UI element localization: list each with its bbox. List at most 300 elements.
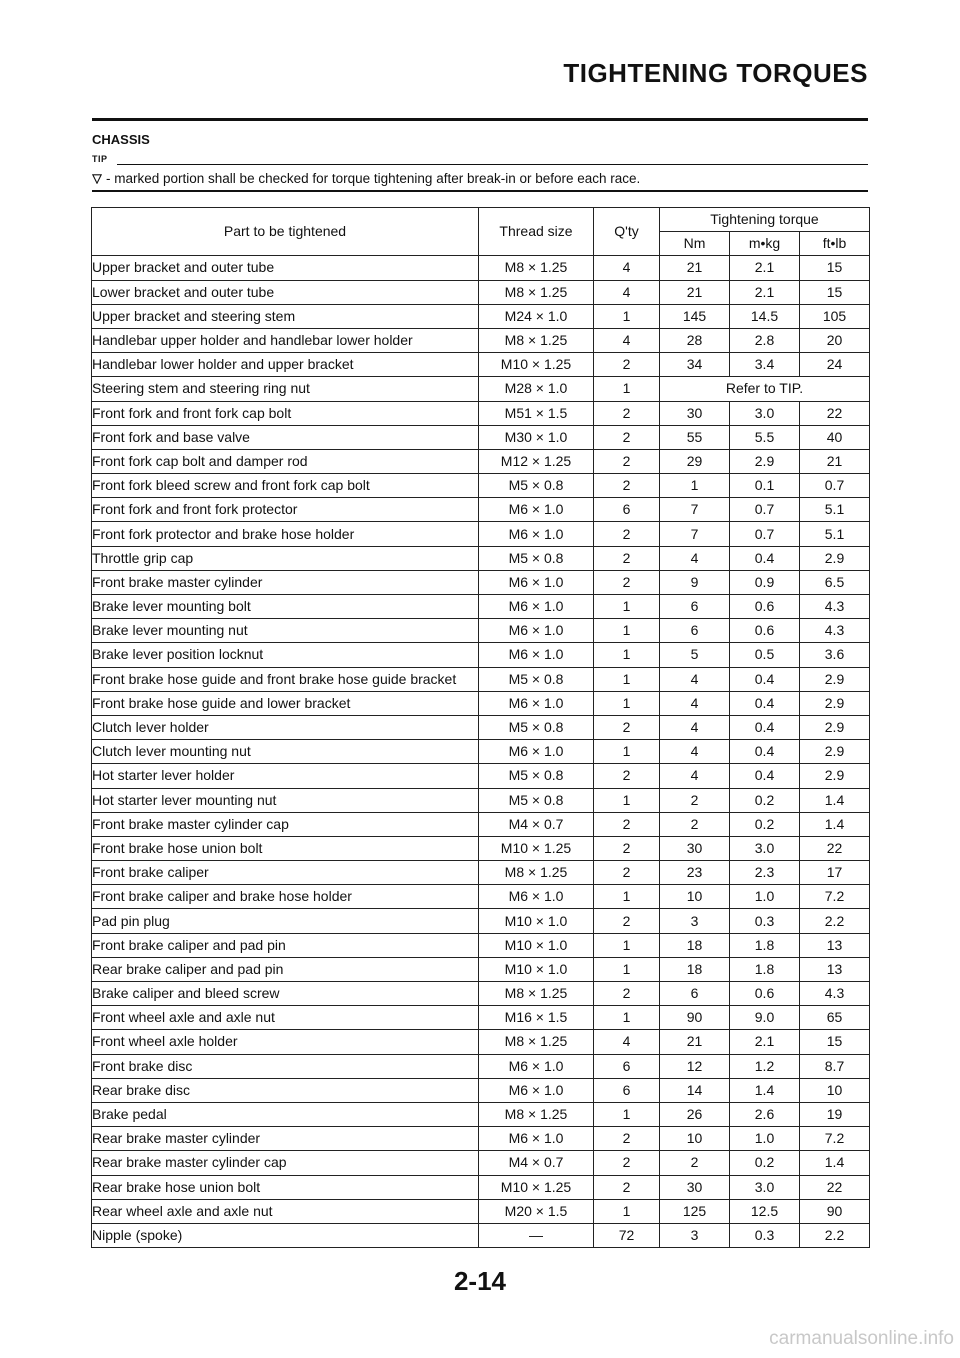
cell-ftlb: 8.7	[800, 1054, 870, 1078]
cell-part	[92, 256, 479, 280]
cell-ftlb: 4.3	[800, 595, 870, 619]
cell-part	[92, 691, 479, 715]
header-nm: Nm	[660, 232, 730, 256]
part-name: Rear wheel axle and axle nut	[92, 1202, 273, 1219]
cell-qty: 1	[594, 595, 660, 619]
cell-ftlb: 0.7	[800, 474, 870, 498]
header-qty: Q'ty	[594, 208, 660, 256]
table-row	[92, 1127, 870, 1151]
cell-nm: 145	[660, 304, 730, 328]
cell-qty: 1	[594, 619, 660, 643]
part-name: Clutch lever holder	[92, 719, 209, 736]
cell-thread-size: M6 × 1.0	[479, 885, 594, 909]
cell-part	[92, 1030, 479, 1054]
cell-qty: 2	[594, 982, 660, 1006]
cell-part	[92, 1175, 479, 1199]
cell-nm: 4	[660, 546, 730, 570]
cell-part	[92, 788, 479, 812]
cell-part	[92, 643, 479, 667]
cell-mkg: 0.9	[730, 570, 800, 594]
cell-mkg: 3.0	[730, 401, 800, 425]
cell-thread-size: M8 × 1.25	[479, 328, 594, 352]
cell-thread-size: M12 × 1.25	[479, 449, 594, 473]
cell-qty: 72	[594, 1223, 660, 1247]
cell-qty: 2	[594, 353, 660, 377]
cell-nm: 5	[660, 643, 730, 667]
cell-part	[92, 1102, 479, 1126]
cell-qty: 4	[594, 256, 660, 280]
cell-qty: 2	[594, 909, 660, 933]
cell-ftlb: 6.5	[800, 570, 870, 594]
cell-thread-size: M20 × 1.5	[479, 1199, 594, 1223]
torque-table	[91, 207, 870, 1248]
table-row	[92, 570, 870, 594]
cell-mkg: 0.2	[730, 1151, 800, 1175]
part-name: Front brake disc	[92, 1057, 193, 1074]
cell-ftlb: 24	[800, 353, 870, 377]
cell-thread-size: M24 × 1.0	[479, 304, 594, 328]
cell-mkg: 2.1	[730, 256, 800, 280]
cell-nm: 18	[660, 933, 730, 957]
cell-qty: 2	[594, 1127, 660, 1151]
part-name: Front brake caliper and brake hose holder	[92, 888, 352, 905]
cell-part	[92, 498, 479, 522]
part-name: Brake lever position locknut	[92, 646, 264, 663]
part-name: Lower bracket and outer tube	[92, 283, 275, 300]
cell-nm: 6	[660, 595, 730, 619]
cell-qty: 1	[594, 933, 660, 957]
cell-ftlb: 2.9	[800, 764, 870, 788]
table-row	[92, 619, 870, 643]
tip-divider-bottom	[92, 190, 868, 192]
cell-mkg: 0.6	[730, 619, 800, 643]
cell-nm: 23	[660, 861, 730, 885]
cell-mkg: 0.6	[730, 595, 800, 619]
part-name: Brake lever mounting bolt	[92, 598, 251, 615]
cell-thread-size: M6 × 1.0	[479, 522, 594, 546]
table-row	[92, 328, 870, 352]
cell-mkg: 3.0	[730, 1175, 800, 1199]
cell-thread-size: M16 × 1.5	[479, 1006, 594, 1030]
table-row	[92, 474, 870, 498]
cell-mkg: 3.0	[730, 836, 800, 860]
cell-nm: 2	[660, 788, 730, 812]
cell-nm: 21	[660, 256, 730, 280]
cell-qty: 2	[594, 425, 660, 449]
cell-ftlb: 4.3	[800, 982, 870, 1006]
cell-qty: 6	[594, 1054, 660, 1078]
part-name: Pad pin plug	[92, 912, 170, 929]
cell-thread-size: M6 × 1.0	[479, 643, 594, 667]
cell-nm: 28	[660, 328, 730, 352]
cell-thread-size: M8 × 1.25	[479, 1030, 594, 1054]
cell-nm: 18	[660, 957, 730, 981]
cell-nm: 30	[660, 1175, 730, 1199]
cell-ftlb: 7.2	[800, 1127, 870, 1151]
cell-thread-size: M6 × 1.0	[479, 570, 594, 594]
cell-qty: 2	[594, 474, 660, 498]
cell-part	[92, 812, 479, 836]
cell-thread-size: M8 × 1.25	[479, 256, 594, 280]
part-name: Steering stem and steering ring nut	[92, 380, 310, 397]
cell-nm: 4	[660, 740, 730, 764]
cell-thread-size: M6 × 1.0	[479, 740, 594, 764]
cell-ftlb: 10	[800, 1078, 870, 1102]
cell-part	[92, 474, 479, 498]
cell-nm: 34	[660, 353, 730, 377]
cell-ftlb: 3.6	[800, 643, 870, 667]
cell-thread-size: M5 × 0.8	[479, 788, 594, 812]
cell-part	[92, 570, 479, 594]
table-row	[92, 522, 870, 546]
cell-nm: 14	[660, 1078, 730, 1102]
cell-mkg: 0.7	[730, 522, 800, 546]
cell-nm: 26	[660, 1102, 730, 1126]
cell-qty: 1	[594, 691, 660, 715]
cell-nm: 3	[660, 909, 730, 933]
cell-ftlb: 105	[800, 304, 870, 328]
cell-ftlb: 22	[800, 401, 870, 425]
cell-part	[92, 353, 479, 377]
table-row	[92, 957, 870, 981]
table-row	[92, 861, 870, 885]
cell-qty: 2	[594, 1175, 660, 1199]
cell-part	[92, 328, 479, 352]
part-name: Brake caliper and bleed screw	[92, 985, 280, 1002]
part-name: Front fork and front fork cap bolt	[92, 404, 292, 421]
cell-part	[92, 1151, 479, 1175]
cell-ftlb: 15	[800, 280, 870, 304]
table-row	[92, 1078, 870, 1102]
part-name: Upper bracket and outer tube	[92, 259, 275, 276]
table-row	[92, 1054, 870, 1078]
cell-thread-size: M6 × 1.0	[479, 691, 594, 715]
cell-thread-size: —	[479, 1223, 594, 1247]
cell-ftlb: 7.2	[800, 885, 870, 909]
cell-part	[92, 280, 479, 304]
section-title: CHASSIS	[92, 132, 150, 147]
part-name: Rear brake caliper and pad pin	[92, 960, 284, 977]
cell-mkg: 5.5	[730, 425, 800, 449]
cell-qty: 1	[594, 1006, 660, 1030]
cell-part	[92, 449, 479, 473]
table-row	[92, 715, 870, 739]
part-name: Front brake hose guide and front brake hose guide bracket	[92, 670, 457, 687]
cell-nm: 125	[660, 1199, 730, 1223]
cell-part	[92, 1054, 479, 1078]
table-row	[92, 498, 870, 522]
part-name: Front brake caliper	[92, 864, 209, 881]
cell-thread-size: M10 × 1.25	[479, 1175, 594, 1199]
cell-part	[92, 1078, 479, 1102]
cell-qty: 2	[594, 861, 660, 885]
cell-part	[92, 1223, 479, 1247]
cell-qty: 1	[594, 304, 660, 328]
cell-part	[92, 667, 479, 691]
cell-thread-size: M4 × 0.7	[479, 1151, 594, 1175]
cell-part	[92, 861, 479, 885]
cell-ftlb: 19	[800, 1102, 870, 1126]
cell-thread-size: M5 × 0.8	[479, 667, 594, 691]
cell-mkg: 0.7	[730, 498, 800, 522]
cell-ftlb: 40	[800, 425, 870, 449]
cell-qty: 1	[594, 377, 660, 401]
cell-ftlb: 22	[800, 1175, 870, 1199]
cell-mkg: 2.6	[730, 1102, 800, 1126]
cell-ftlb: 2.2	[800, 909, 870, 933]
cell-ftlb: 2.2	[800, 1223, 870, 1247]
cell-thread-size: M5 × 0.8	[479, 715, 594, 739]
table-row	[92, 1102, 870, 1126]
cell-qty: 1	[594, 667, 660, 691]
cell-thread-size: M10 × 1.25	[479, 836, 594, 860]
cell-mkg: 2.1	[730, 280, 800, 304]
cell-thread-size: M6 × 1.0	[479, 1127, 594, 1151]
page-title: TIGHTENING TORQUES	[563, 58, 868, 88]
part-name: Front fork bleed screw and front fork cap bolt	[92, 477, 370, 494]
tip-text: - marked portion shall be checked for torque tightening after break-in or before each race.	[106, 171, 641, 186]
cell-thread-size: M6 × 1.0	[479, 619, 594, 643]
cell-ftlb: 17	[800, 861, 870, 885]
table-row	[92, 256, 870, 280]
cell-thread-size: M30 × 1.0	[479, 425, 594, 449]
cell-part	[92, 304, 479, 328]
cell-qty: 6	[594, 1078, 660, 1102]
cell-ftlb: 5.1	[800, 498, 870, 522]
cell-ftlb: 13	[800, 957, 870, 981]
page-number: 2-14	[453, 1266, 507, 1296]
part-name: Front fork protector and brake hose holder	[92, 525, 355, 542]
cell-mkg: 0.4	[730, 715, 800, 739]
cell-ftlb: 2.9	[800, 667, 870, 691]
cell-mkg: 0.4	[730, 667, 800, 691]
cell-nm: 12	[660, 1054, 730, 1078]
cell-mkg: 1.4	[730, 1078, 800, 1102]
cell-qty: 4	[594, 1030, 660, 1054]
cell-ftlb: 1.4	[800, 812, 870, 836]
part-name: Front fork and front fork protector	[92, 501, 298, 518]
cell-nm: 1	[660, 474, 730, 498]
cell-qty: 4	[594, 328, 660, 352]
cell-part	[92, 764, 479, 788]
part-name: Front brake master cylinder cap	[92, 815, 289, 832]
cell-part	[92, 885, 479, 909]
cell-thread-size: M10 × 1.0	[479, 957, 594, 981]
cell-part	[92, 1127, 479, 1151]
cell-part	[92, 1199, 479, 1223]
part-name: Front brake hose guide and lower bracket	[92, 694, 351, 711]
cell-thread-size: M8 × 1.25	[479, 861, 594, 885]
cell-ftlb: 2.9	[800, 715, 870, 739]
part-name: Front fork cap bolt and damper rod	[92, 452, 308, 469]
cell-part	[92, 982, 479, 1006]
cell-mkg: 0.4	[730, 740, 800, 764]
table-row	[92, 280, 870, 304]
table-row	[92, 1223, 870, 1247]
cell-thread-size: M10 × 1.0	[479, 933, 594, 957]
watermark: carmanualsonline.info	[769, 1328, 954, 1349]
header-thread-size: Thread size	[479, 208, 594, 256]
cell-thread-size: M10 × 1.0	[479, 909, 594, 933]
cell-mkg: 1.8	[730, 933, 800, 957]
part-name: Clutch lever mounting nut	[92, 743, 251, 760]
cell-nm: 90	[660, 1006, 730, 1030]
cell-mkg: 14.5	[730, 304, 800, 328]
cell-nm: 6	[660, 982, 730, 1006]
table-row	[92, 836, 870, 860]
table-row	[92, 885, 870, 909]
title-divider	[92, 118, 868, 121]
cell-qty: 2	[594, 715, 660, 739]
cell-nm: 10	[660, 885, 730, 909]
table-row	[92, 643, 870, 667]
cell-nm: 30	[660, 401, 730, 425]
part-name: Rear brake disc	[92, 1081, 191, 1098]
table-row	[92, 425, 870, 449]
cell-ftlb: 15	[800, 256, 870, 280]
cell-mkg: 1.8	[730, 957, 800, 981]
cell-thread-size: M6 × 1.0	[479, 1078, 594, 1102]
table-row	[92, 1175, 870, 1199]
cell-mkg: 0.2	[730, 812, 800, 836]
part-name: Front wheel axle holder	[92, 1033, 238, 1050]
table-row	[92, 1030, 870, 1054]
cell-part	[92, 522, 479, 546]
triangle-mark-icon	[92, 174, 102, 184]
cell-nm: 4	[660, 715, 730, 739]
cell-ftlb: 1.4	[800, 1151, 870, 1175]
cell-part	[92, 933, 479, 957]
cell-qty: 1	[594, 788, 660, 812]
table-row	[92, 667, 870, 691]
cell-qty: 6	[594, 498, 660, 522]
table-row	[92, 377, 870, 401]
cell-ftlb: 22	[800, 836, 870, 860]
cell-nm: 7	[660, 522, 730, 546]
cell-nm: 29	[660, 449, 730, 473]
cell-mkg: 2.8	[730, 328, 800, 352]
part-name: Nipple (spoke)	[92, 1226, 183, 1243]
table-row	[92, 353, 870, 377]
cell-thread-size: M5 × 0.8	[479, 764, 594, 788]
cell-nm: 21	[660, 280, 730, 304]
cell-thread-size: M6 × 1.0	[479, 595, 594, 619]
cell-ftlb: 90	[800, 1199, 870, 1223]
header-mkg: m•kg	[730, 232, 800, 256]
cell-nm: 9	[660, 570, 730, 594]
cell-mkg: 0.4	[730, 764, 800, 788]
cell-nm: 3	[660, 1223, 730, 1247]
cell-nm: 4	[660, 667, 730, 691]
cell-nm: 4	[660, 691, 730, 715]
cell-qty: 2	[594, 1151, 660, 1175]
cell-mkg: 3.4	[730, 353, 800, 377]
header-part: Part to be tightened	[92, 208, 479, 256]
table-row	[92, 1199, 870, 1223]
part-name: Front brake master cylinder	[92, 573, 263, 590]
cell-ftlb: 13	[800, 933, 870, 957]
cell-qty: 1	[594, 740, 660, 764]
cell-thread-size: M8 × 1.25	[479, 982, 594, 1006]
table-row	[92, 788, 870, 812]
cell-ftlb: 15	[800, 1030, 870, 1054]
cell-ftlb: 5.1	[800, 522, 870, 546]
cell-qty: 1	[594, 1199, 660, 1223]
cell-mkg: 2.1	[730, 1030, 800, 1054]
cell-part	[92, 909, 479, 933]
cell-mkg: 0.6	[730, 982, 800, 1006]
table-row	[92, 595, 870, 619]
cell-mkg: 0.3	[730, 909, 800, 933]
part-name: Upper bracket and steering stem	[92, 307, 296, 324]
tip-note	[92, 171, 640, 186]
cell-qty: 2	[594, 522, 660, 546]
tip-label: TIP	[92, 154, 108, 164]
part-name: Rear brake master cylinder	[92, 1130, 261, 1147]
table-row	[92, 1151, 870, 1175]
table-row	[92, 546, 870, 570]
part-name: Rear brake hose union bolt	[92, 1178, 261, 1195]
cell-nm: 55	[660, 425, 730, 449]
cell-ftlb: 2.9	[800, 691, 870, 715]
cell-qty: 1	[594, 885, 660, 909]
cell-thread-size: M8 × 1.25	[479, 1102, 594, 1126]
table-row	[92, 1006, 870, 1030]
table-row	[92, 691, 870, 715]
table-row	[92, 982, 870, 1006]
cell-part	[92, 595, 479, 619]
cell-qty: 2	[594, 570, 660, 594]
cell-thread-size: M5 × 0.8	[479, 474, 594, 498]
table-row	[92, 449, 870, 473]
cell-part	[92, 401, 479, 425]
cell-thread-size: M4 × 0.7	[479, 812, 594, 836]
header-ftlb: ft•lb	[800, 232, 870, 256]
cell-thread-size: M6 × 1.0	[479, 498, 594, 522]
cell-part	[92, 836, 479, 860]
cell-thread-size: M51 × 1.5	[479, 401, 594, 425]
part-name: Handlebar upper holder and handlebar lower holder	[92, 332, 413, 349]
cell-nm: 2	[660, 1151, 730, 1175]
cell-mkg: 0.4	[730, 691, 800, 715]
part-name: Brake pedal	[92, 1106, 167, 1123]
cell-nm: 6	[660, 619, 730, 643]
cell-part	[92, 1006, 479, 1030]
cell-nm: 4	[660, 764, 730, 788]
cell-nm: 21	[660, 1030, 730, 1054]
cell-mkg: 12.5	[730, 1199, 800, 1223]
cell-qty: 2	[594, 812, 660, 836]
cell-refer: Refer to TIP.	[660, 377, 870, 401]
cell-qty: 4	[594, 280, 660, 304]
cell-nm: 2	[660, 812, 730, 836]
part-name: Throttle grip cap	[92, 549, 194, 566]
cell-part	[92, 425, 479, 449]
part-name: Front wheel axle and axle nut	[92, 1009, 275, 1026]
header-tightening-torque: Tightening torque	[660, 208, 870, 232]
table-row	[92, 933, 870, 957]
cell-mkg: 1.0	[730, 885, 800, 909]
cell-mkg: 1.0	[730, 1127, 800, 1151]
cell-ftlb: 4.3	[800, 619, 870, 643]
cell-thread-size: M10 × 1.25	[479, 353, 594, 377]
cell-part	[92, 957, 479, 981]
cell-mkg: 2.3	[730, 861, 800, 885]
part-name: Front brake caliper and pad pin	[92, 936, 286, 953]
cell-ftlb: 65	[800, 1006, 870, 1030]
part-name: Front fork and base valve	[92, 428, 250, 445]
cell-thread-size: M28 × 1.0	[479, 377, 594, 401]
